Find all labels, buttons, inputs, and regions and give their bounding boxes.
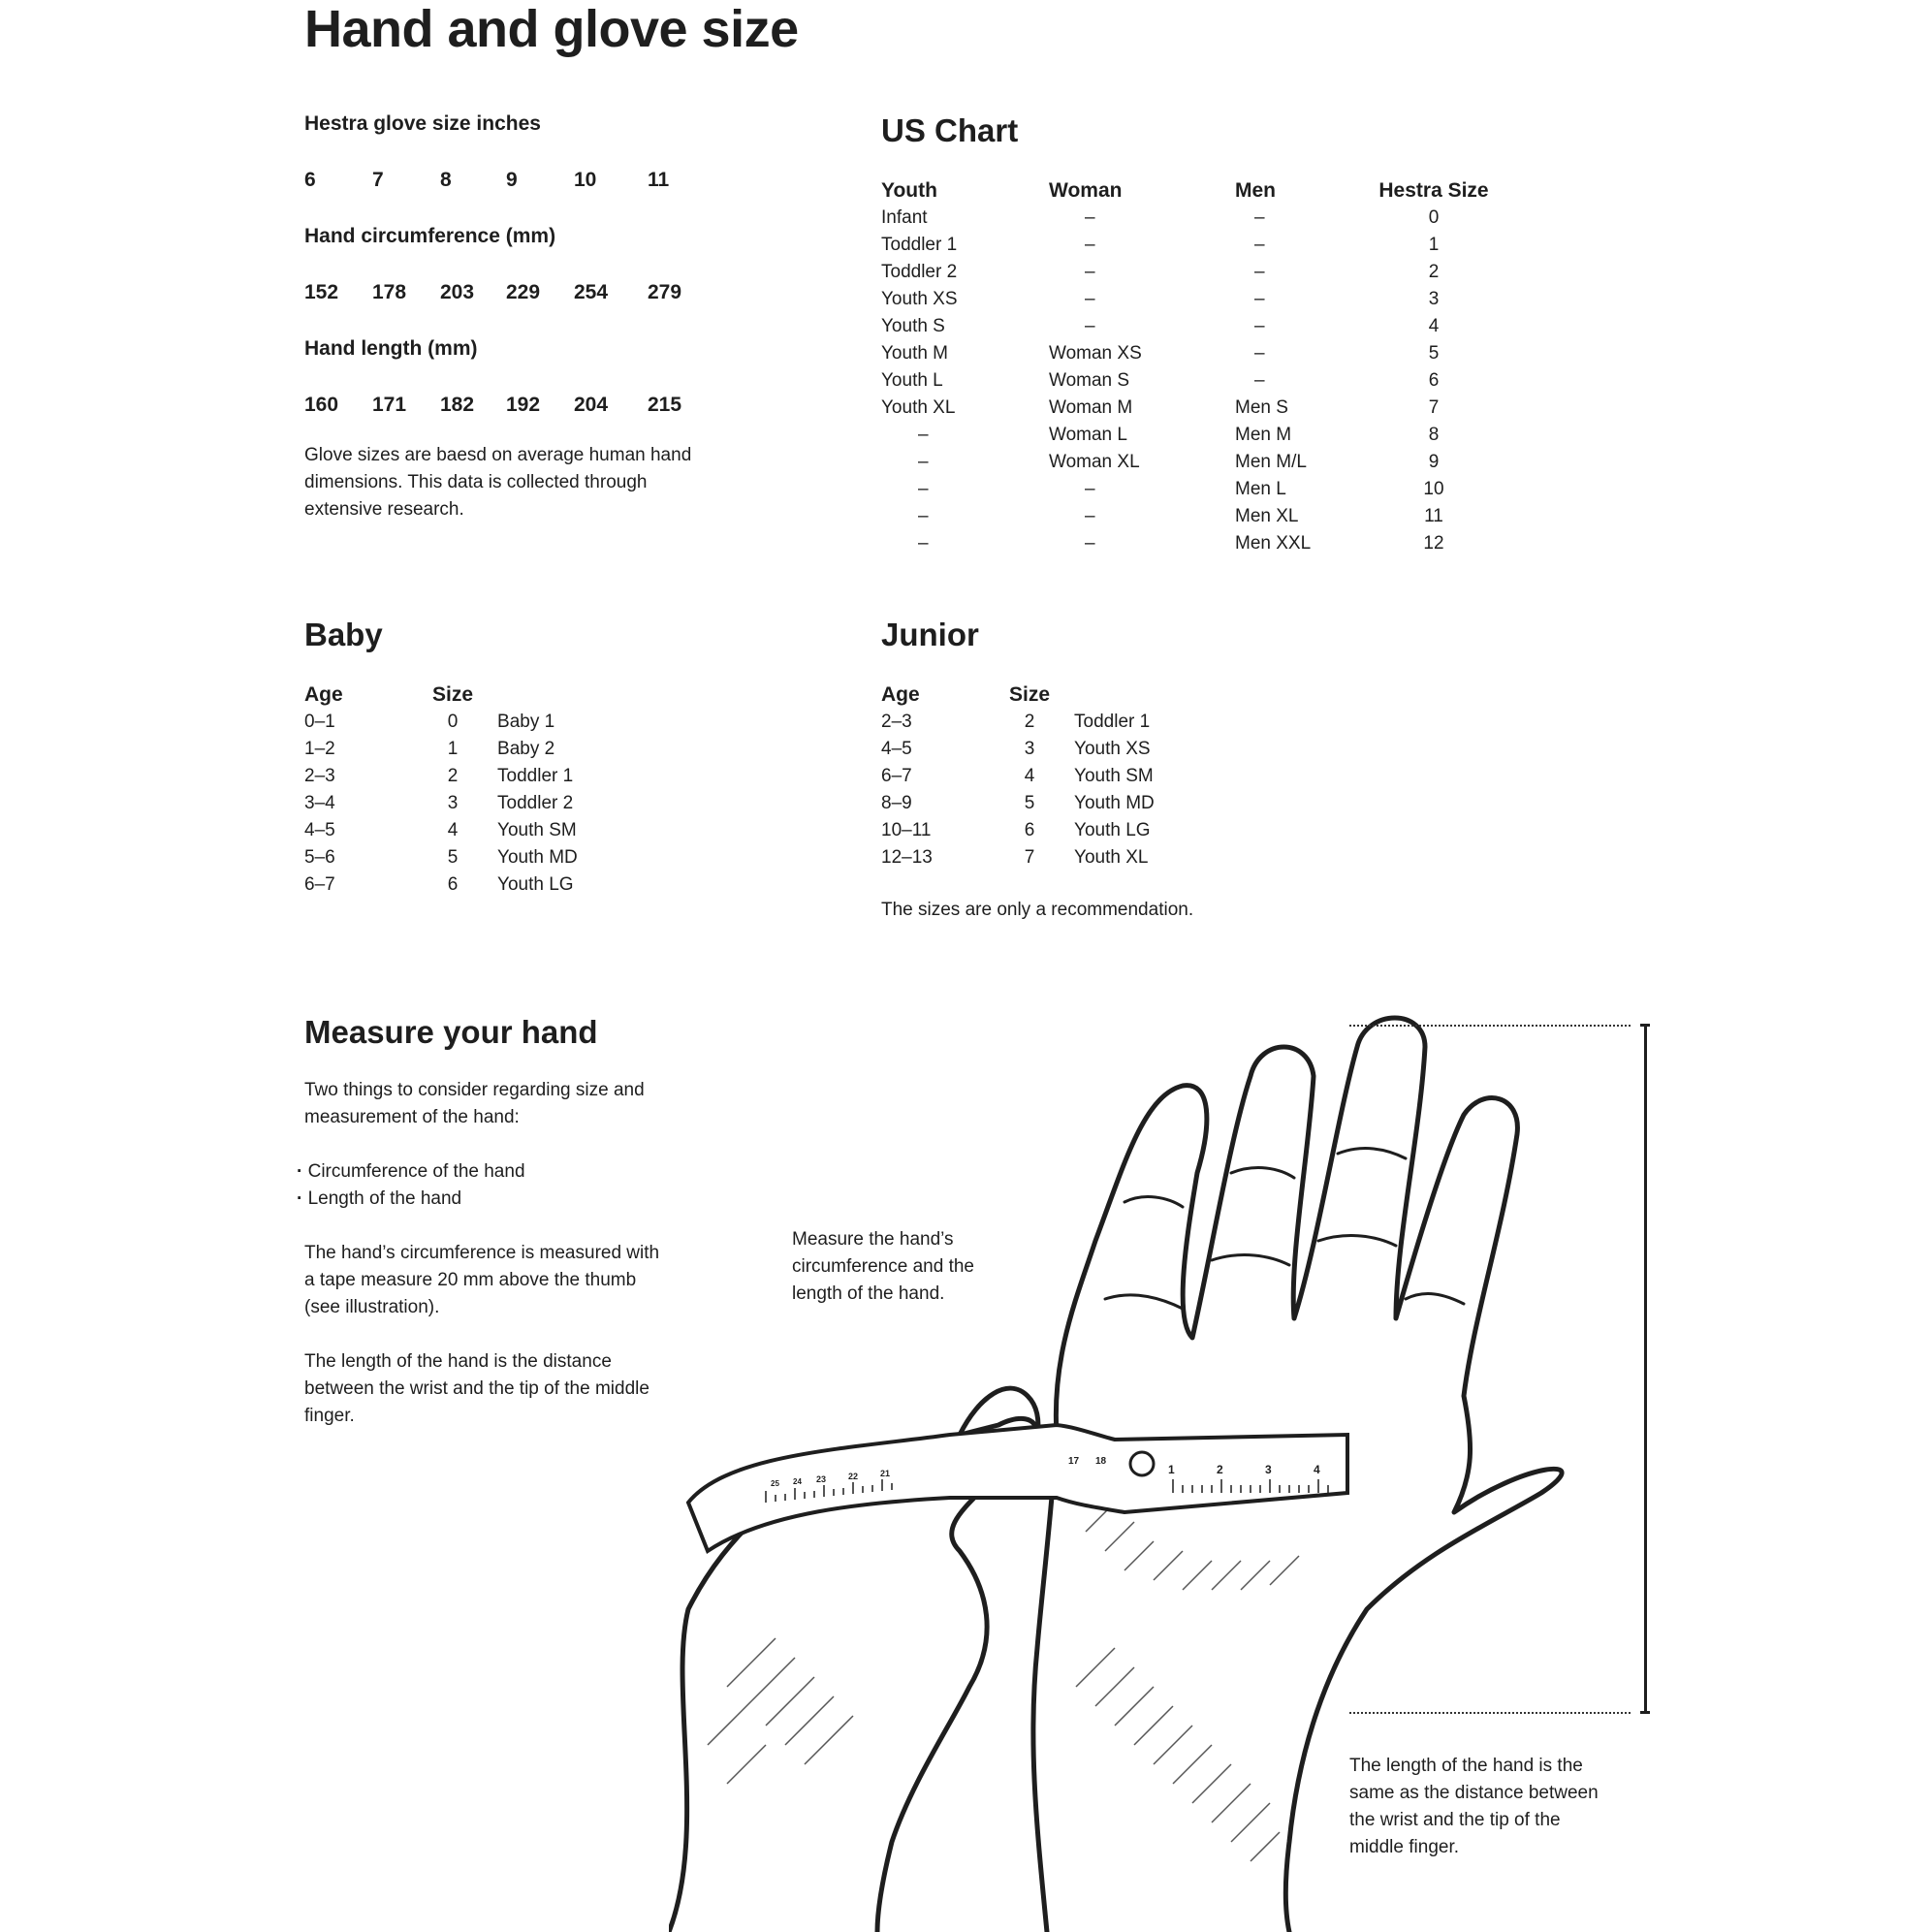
length-value: 192 <box>506 394 541 416</box>
table-row <box>881 232 1502 259</box>
measure-heading: Measure your hand <box>304 1014 598 1050</box>
table-cell: 1 <box>447 739 459 759</box>
table-cell: 4 <box>447 820 459 840</box>
intro-line: measurement of the hand: <box>304 1107 520 1127</box>
table-row <box>304 709 578 736</box>
table-cell: – <box>918 479 929 499</box>
table-cell: 12–13 <box>881 847 933 868</box>
table-cell: 5 <box>1428 343 1440 364</box>
circumference-value: 152 <box>304 281 339 303</box>
table-row <box>881 476 1502 503</box>
length-row <box>304 394 712 417</box>
length-label: Hand length (mm) <box>304 337 478 360</box>
table-cell: – <box>1254 207 1265 228</box>
table-cell: 1 <box>1428 235 1440 255</box>
table-row <box>881 313 1502 340</box>
length-top-guide <box>1349 1025 1631 1027</box>
length-value: 171 <box>372 394 407 416</box>
table-cell: 0–1 <box>304 712 335 732</box>
table-cell: 6 <box>1024 820 1035 840</box>
length-value: 160 <box>304 394 339 416</box>
table-row <box>881 817 1155 844</box>
column-header-men: Men <box>1235 179 1276 202</box>
table-cell: 3–4 <box>304 793 335 813</box>
table-cell: 2–3 <box>304 766 335 786</box>
measure-section <box>304 1013 712 1430</box>
table-cell: – <box>1085 289 1095 309</box>
column-header-label <box>473 681 578 709</box>
page-title: Hand and glove size <box>304 0 799 58</box>
table-cell: Youth XS <box>881 289 958 309</box>
table-cell: 12 <box>1423 533 1444 554</box>
table-cell: Men M/L <box>1235 452 1307 472</box>
table-cell: Youth S <box>881 316 945 336</box>
junior-heading: Junior <box>881 617 979 652</box>
table-cell: Woman XS <box>1049 343 1142 364</box>
table-cell: Men S <box>1235 397 1288 418</box>
table-cell: Toddler 1 <box>881 235 958 255</box>
length-indicator-cap-top <box>1640 1024 1650 1027</box>
sizing-note <box>304 442 712 523</box>
tape-tick-label: 23 <box>816 1474 827 1484</box>
table-cell: Youth LG <box>1074 820 1151 840</box>
table-header-row <box>304 681 578 709</box>
circumference-label: Hand circumference (mm) <box>304 225 556 247</box>
table-cell: – <box>1254 370 1265 391</box>
note-line: dimensions. This data is collected through <box>304 472 648 492</box>
table-row <box>881 395 1502 422</box>
table-cell: Toddler 2 <box>881 262 958 282</box>
table-cell: 4 <box>1024 766 1035 786</box>
tape-tick-label: 24 <box>793 1477 802 1486</box>
table-cell: Toddler 1 <box>1074 712 1151 732</box>
table-cell: Men M <box>1235 425 1292 445</box>
us-chart-table <box>881 177 1502 557</box>
table-cell: 1–2 <box>304 739 335 759</box>
circumference-value: 279 <box>648 281 682 303</box>
table-row <box>881 205 1502 232</box>
length-indicator-cap-bottom <box>1640 1711 1650 1714</box>
circumference-row <box>304 281 712 304</box>
table-cell: 4–5 <box>881 739 912 759</box>
callout-line: Measure the hand’s <box>792 1229 954 1250</box>
table-cell: Men XXL <box>1235 533 1312 554</box>
table-cell: Baby 1 <box>497 712 555 732</box>
table-cell: 4–5 <box>304 820 335 840</box>
length-explanation <box>304 1348 712 1430</box>
table-cell: – <box>1085 207 1095 228</box>
table-cell: 2 <box>447 766 459 786</box>
table-cell: 2 <box>1428 262 1440 282</box>
table-row <box>881 503 1502 530</box>
table-row <box>881 736 1155 763</box>
table-cell: Woman M <box>1049 397 1133 418</box>
table-cell: 9 <box>1428 452 1440 472</box>
table-row <box>881 286 1502 313</box>
column-header-hestra-size: Hestra Size <box>1378 179 1489 202</box>
tape-measure <box>688 1425 1347 1551</box>
table-cell: Men L <box>1235 479 1286 499</box>
table-cell: 6–7 <box>304 874 335 895</box>
table-cell: – <box>1254 316 1265 336</box>
table-header-row <box>881 177 1502 205</box>
text-line: The length of the hand is the distance <box>304 1351 612 1372</box>
table-row <box>881 259 1502 286</box>
table-row <box>881 422 1502 449</box>
table-cell: 6–7 <box>881 766 912 786</box>
table-row <box>881 709 1155 736</box>
table-row <box>881 367 1502 395</box>
table-row <box>304 871 578 899</box>
circumference-value: 229 <box>506 281 541 303</box>
table-cell: – <box>1085 262 1095 282</box>
table-cell: 0 <box>1428 207 1440 228</box>
length-value: 204 <box>574 394 609 416</box>
table-row <box>881 844 1155 871</box>
column-header-age: Age <box>304 683 343 706</box>
table-cell: – <box>918 452 929 472</box>
column-header-youth: Youth <box>881 179 937 202</box>
table-cell: 3 <box>1428 289 1440 309</box>
table-cell: 5 <box>1024 793 1035 813</box>
table-row <box>881 790 1155 817</box>
length-indicator-bar <box>1644 1025 1647 1714</box>
column-header-label <box>1050 681 1155 709</box>
callout-line: length of the hand. <box>792 1283 945 1304</box>
table-cell: Youth MD <box>497 847 578 868</box>
column-header-age: Age <box>881 683 920 706</box>
measure-intro <box>304 1077 712 1131</box>
junior-section <box>881 616 1193 924</box>
table-cell: – <box>1254 262 1265 282</box>
note-line: middle finger. <box>1349 1837 1460 1857</box>
intro-line: Two things to consider regarding size and <box>304 1080 645 1100</box>
table-cell: Woman L <box>1049 425 1127 445</box>
column-header-size: Size <box>1009 683 1051 706</box>
table-cell: 11 <box>1424 506 1443 526</box>
hestra-size-value: 9 <box>506 169 518 191</box>
hestra-size-value: 7 <box>372 169 384 191</box>
table-cell: 2 <box>1024 712 1035 732</box>
table-row <box>304 844 578 871</box>
length-value: 182 <box>440 394 475 416</box>
text-line: a tape measure 20 mm above the thumb <box>304 1270 637 1290</box>
table-row <box>304 736 578 763</box>
table-cell: 7 <box>1428 397 1440 418</box>
table-cell: Infant <box>881 207 928 228</box>
table-row <box>881 449 1502 476</box>
tape-tick-label: 3 <box>1265 1463 1272 1476</box>
tape-tick-label: 4 <box>1314 1463 1320 1476</box>
tape-tick-label: 25 <box>771 1479 779 1488</box>
note-line: the wrist and the tip of the <box>1349 1810 1561 1830</box>
callout-line: circumference and the <box>792 1256 974 1277</box>
table-cell: 10–11 <box>881 820 932 840</box>
circumference-value: 254 <box>574 281 609 303</box>
baby-heading: Baby <box>304 617 383 652</box>
table-row <box>881 530 1502 557</box>
table-cell: Woman S <box>1049 370 1130 391</box>
table-cell: Youth XL <box>881 397 956 418</box>
column-header-size: Size <box>432 683 474 706</box>
table-cell: Men XL <box>1235 506 1299 526</box>
table-cell: Youth MD <box>1074 793 1155 813</box>
table-row <box>881 763 1155 790</box>
table-cell: Youth LG <box>497 874 574 895</box>
table-cell: 5 <box>447 847 459 868</box>
tape-tick-label: 18 <box>1095 1456 1107 1467</box>
hestra-size-value: 10 <box>574 169 597 191</box>
table-cell: – <box>1085 235 1095 255</box>
table-cell: – <box>1085 506 1095 526</box>
table-cell: 8–9 <box>881 793 912 813</box>
table-cell: 10 <box>1423 479 1444 499</box>
column-header-woman: Woman <box>1049 179 1123 202</box>
length-value: 215 <box>648 394 682 416</box>
table-cell: Youth M <box>881 343 949 364</box>
text-line: between the wrist and the tip of the middle <box>304 1378 649 1399</box>
table-cell: 2–3 <box>881 712 912 732</box>
note-line: same as the distance between <box>1349 1783 1599 1803</box>
tape-tick-label: 22 <box>848 1472 859 1481</box>
hestra-size-row <box>304 169 712 192</box>
table-cell: – <box>918 533 929 554</box>
table-cell: – <box>1254 343 1265 364</box>
hestra-metrics-section <box>304 111 712 523</box>
table-row <box>304 763 578 790</box>
note-line: Glove sizes are baesd on average human hand <box>304 445 692 465</box>
junior-table <box>881 681 1155 871</box>
text-line: (see illustration). <box>304 1297 440 1317</box>
table-cell: 3 <box>447 793 459 813</box>
table-row <box>304 817 578 844</box>
table-row <box>881 340 1502 367</box>
table-cell: – <box>1085 316 1095 336</box>
table-row <box>304 790 578 817</box>
table-cell: Baby 2 <box>497 739 555 759</box>
note-line: extensive research. <box>304 499 464 520</box>
table-cell: Youth L <box>881 370 943 391</box>
us-chart-heading: US Chart <box>881 112 1019 148</box>
table-cell: 3 <box>1024 739 1035 759</box>
tape-tick-label: 21 <box>880 1469 891 1478</box>
table-cell: 5–6 <box>304 847 335 868</box>
text-line: The hand’s circumference is measured with <box>304 1243 660 1263</box>
circumference-explanation <box>304 1240 712 1321</box>
table-cell: 8 <box>1428 425 1440 445</box>
table-cell: Youth SM <box>497 820 577 840</box>
note-line: The length of the hand is the <box>1349 1756 1583 1776</box>
table-cell: – <box>1254 289 1265 309</box>
hestra-size-label: Hestra glove size inches <box>304 112 541 135</box>
length-bottom-guide <box>1349 1712 1631 1714</box>
text-line: finger. <box>304 1406 355 1426</box>
table-cell: – <box>918 506 929 526</box>
tape-tick-label: 1 <box>1168 1463 1175 1476</box>
circumference-value: 178 <box>372 281 407 303</box>
length-note <box>1349 1753 1599 1861</box>
table-cell: Youth XS <box>1074 739 1151 759</box>
hestra-size-value: 6 <box>304 169 316 191</box>
table-cell: Youth SM <box>1074 766 1154 786</box>
table-cell: – <box>1085 479 1095 499</box>
measure-bullets <box>297 1158 712 1213</box>
bullet-item: · Length of the hand <box>297 1186 712 1213</box>
table-cell: – <box>1254 235 1265 255</box>
table-cell: – <box>918 425 929 445</box>
baby-section <box>304 616 578 899</box>
table-cell: Toddler 1 <box>497 766 574 786</box>
junior-note: The sizes are only a recommendation. <box>881 900 1194 920</box>
table-cell: 0 <box>447 712 459 732</box>
table-cell: Youth XL <box>1074 847 1149 868</box>
tape-tick-label: 2 <box>1217 1463 1223 1476</box>
bullet-item: · Circumference of the hand <box>297 1158 712 1186</box>
table-cell: – <box>1085 533 1095 554</box>
table-cell: 6 <box>447 874 459 895</box>
tape-tick-label: 17 <box>1068 1456 1080 1467</box>
baby-table <box>304 681 578 899</box>
hestra-size-value: 8 <box>440 169 452 191</box>
circumference-value: 203 <box>440 281 475 303</box>
us-chart-section <box>881 111 1502 557</box>
table-cell: Woman XL <box>1049 452 1140 472</box>
table-header-row <box>881 681 1155 709</box>
hestra-size-value: 11 <box>648 169 670 191</box>
table-cell: 6 <box>1428 370 1440 391</box>
table-cell: Toddler 2 <box>497 793 574 813</box>
table-cell: 7 <box>1024 847 1035 868</box>
table-cell: 4 <box>1428 316 1440 336</box>
